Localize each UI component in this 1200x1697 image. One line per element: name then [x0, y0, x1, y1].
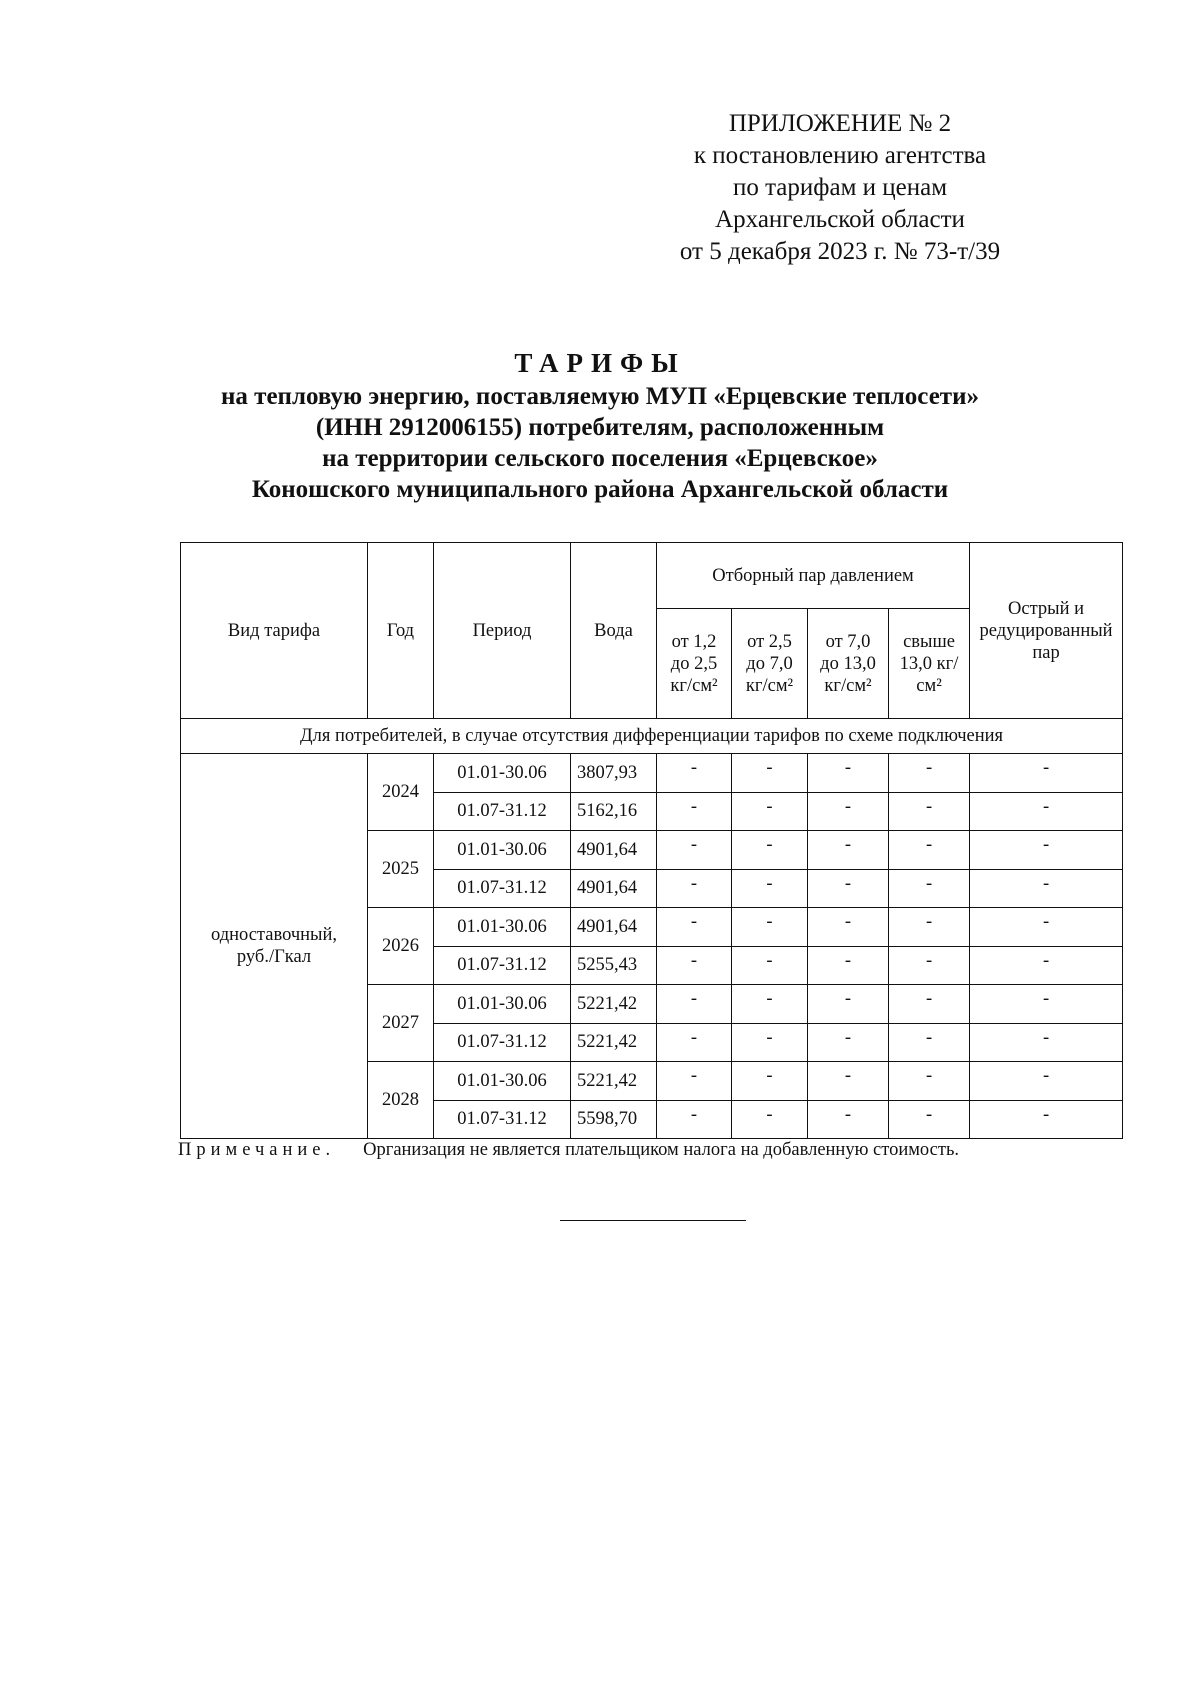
header-sharp-steam: Острый и редуцированный пар [970, 543, 1123, 719]
title-line: на тепловую энергию, поставляемую МУП «Ерцевские теплосети» [221, 383, 979, 410]
period-cell: 01.01-30.06 [434, 985, 571, 1024]
year-cell: 2027 [368, 985, 434, 1062]
dash-cell: - [732, 1100, 808, 1139]
dash-cell: - [889, 908, 970, 947]
dash-cell: - [970, 831, 1123, 870]
title-line: (ИНН 2912006155) потребителям, расположенным [315, 414, 885, 441]
appendix-line: Архангельской области [715, 206, 965, 233]
end-divider [560, 1220, 746, 1221]
period-cell: 01.07-31.12 [434, 792, 571, 831]
dash-cell: - [889, 831, 970, 870]
header-year: Год [368, 543, 434, 719]
water-value-cell: 5221,42 [571, 985, 657, 1024]
dash-cell: - [808, 1023, 889, 1062]
period-cell: 01.01-30.06 [434, 1062, 571, 1101]
period-cell: 01.01-30.06 [434, 754, 571, 793]
header-steam-4: свыше 13,0 кг/см² [889, 609, 970, 719]
dash-cell: - [970, 792, 1123, 831]
year-cell: 2024 [368, 754, 434, 831]
dash-cell: - [732, 908, 808, 947]
dash-cell: - [889, 754, 970, 793]
period-cell: 01.07-31.12 [434, 869, 571, 908]
dash-cell: - [657, 792, 732, 831]
water-value-cell: 3807,93 [571, 754, 657, 793]
dash-cell: - [970, 985, 1123, 1024]
dash-cell: - [808, 792, 889, 831]
title-main: ТАРИФЫ [514, 348, 686, 378]
dash-cell: - [889, 792, 970, 831]
water-value-cell: 5598,70 [571, 1100, 657, 1139]
dash-cell: - [889, 946, 970, 985]
dash-cell: - [970, 1100, 1123, 1139]
title-line: Коношского муниципального района Архангельской области [251, 476, 949, 503]
header-water: Вода [571, 543, 657, 719]
tariff-table [180, 542, 1123, 1139]
water-value-cell: 5162,16 [571, 792, 657, 831]
dash-cell: - [732, 946, 808, 985]
year-cell: 2025 [368, 831, 434, 908]
dash-cell: - [657, 946, 732, 985]
year-cell: 2026 [368, 908, 434, 985]
header-steam-group: Отборный пар давлением [657, 543, 970, 609]
dash-cell: - [970, 946, 1123, 985]
dash-cell: - [808, 754, 889, 793]
section-title: Для потребителей, в случае отсутствия дифференциации тарифов по схеме подключения [181, 719, 1123, 754]
appendix-block [640, 108, 1040, 268]
period-cell: 01.01-30.06 [434, 831, 571, 870]
dash-cell: - [889, 869, 970, 908]
document-title [150, 348, 1050, 505]
period-cell: 01.07-31.12 [434, 1100, 571, 1139]
dash-cell: - [808, 1100, 889, 1139]
note-text: Организация не является плательщиком налога на добавленную стоимость. [363, 1140, 960, 1160]
water-value-cell: 5255,43 [571, 946, 657, 985]
appendix-line: по тарифам и ценам [732, 174, 948, 201]
dash-cell: - [889, 1100, 970, 1139]
dash-cell: - [657, 831, 732, 870]
dash-cell: - [889, 985, 970, 1024]
dash-cell: - [732, 754, 808, 793]
period-cell: 01.01-30.06 [434, 908, 571, 947]
water-value-cell: 4901,64 [571, 869, 657, 908]
dash-cell: - [808, 831, 889, 870]
dash-cell: - [657, 985, 732, 1024]
dash-cell: - [657, 1023, 732, 1062]
dash-cell: - [732, 1062, 808, 1101]
tariff-rows [181, 754, 1123, 1139]
dash-cell: - [732, 831, 808, 870]
water-value-cell: 5221,42 [571, 1023, 657, 1062]
dash-cell: - [970, 754, 1123, 793]
period-cell: 01.07-31.12 [434, 1023, 571, 1062]
appendix-date: от 5 декабря 2023 г. № 73-т/39 [679, 238, 1001, 265]
appendix-number: ПРИЛОЖЕНИЕ № 2 [728, 110, 952, 137]
dash-cell: - [889, 1023, 970, 1062]
dash-cell: - [808, 985, 889, 1024]
dash-cell: - [808, 869, 889, 908]
dash-cell: - [889, 1062, 970, 1101]
water-value-cell: 4901,64 [571, 831, 657, 870]
dash-cell: - [732, 792, 808, 831]
dash-cell: - [732, 1023, 808, 1062]
dash-cell: - [970, 869, 1123, 908]
dash-cell: - [657, 869, 732, 908]
dash-cell: - [970, 908, 1123, 947]
water-value-cell: 5221,42 [571, 1062, 657, 1101]
header-tariff-type: Вид тарифа [181, 543, 368, 719]
period-cell: 01.07-31.12 [434, 946, 571, 985]
dash-cell: - [657, 1062, 732, 1101]
dash-cell: - [657, 1100, 732, 1139]
dash-cell: - [657, 754, 732, 793]
dash-cell: - [657, 908, 732, 947]
header-steam-2: от 2,5 до 7,0 кг/см² [732, 609, 808, 719]
year-cell: 2028 [368, 1062, 434, 1139]
dash-cell: - [732, 869, 808, 908]
title-line: на территории сельского поселения «Ерцевское» [322, 445, 878, 472]
appendix-line: к постановлению агентства [693, 142, 987, 169]
water-value-cell: 4901,64 [571, 908, 657, 947]
dash-cell: - [970, 1062, 1123, 1101]
dash-cell: - [808, 1062, 889, 1101]
header-steam-3: от 7,0 до 13,0 кг/см² [808, 609, 889, 719]
dash-cell: - [808, 908, 889, 947]
header-period: Период [434, 543, 571, 719]
note-label: Примечание. [178, 1140, 336, 1160]
dash-cell: - [808, 946, 889, 985]
table-row [181, 754, 1123, 793]
tariff-name-cell: одноставочный, руб./Гкал [181, 754, 368, 1139]
dash-cell: - [970, 1023, 1123, 1062]
header-steam-1: от 1,2 до 2,5 кг/см² [657, 609, 732, 719]
note [178, 1140, 1138, 1161]
dash-cell: - [732, 985, 808, 1024]
